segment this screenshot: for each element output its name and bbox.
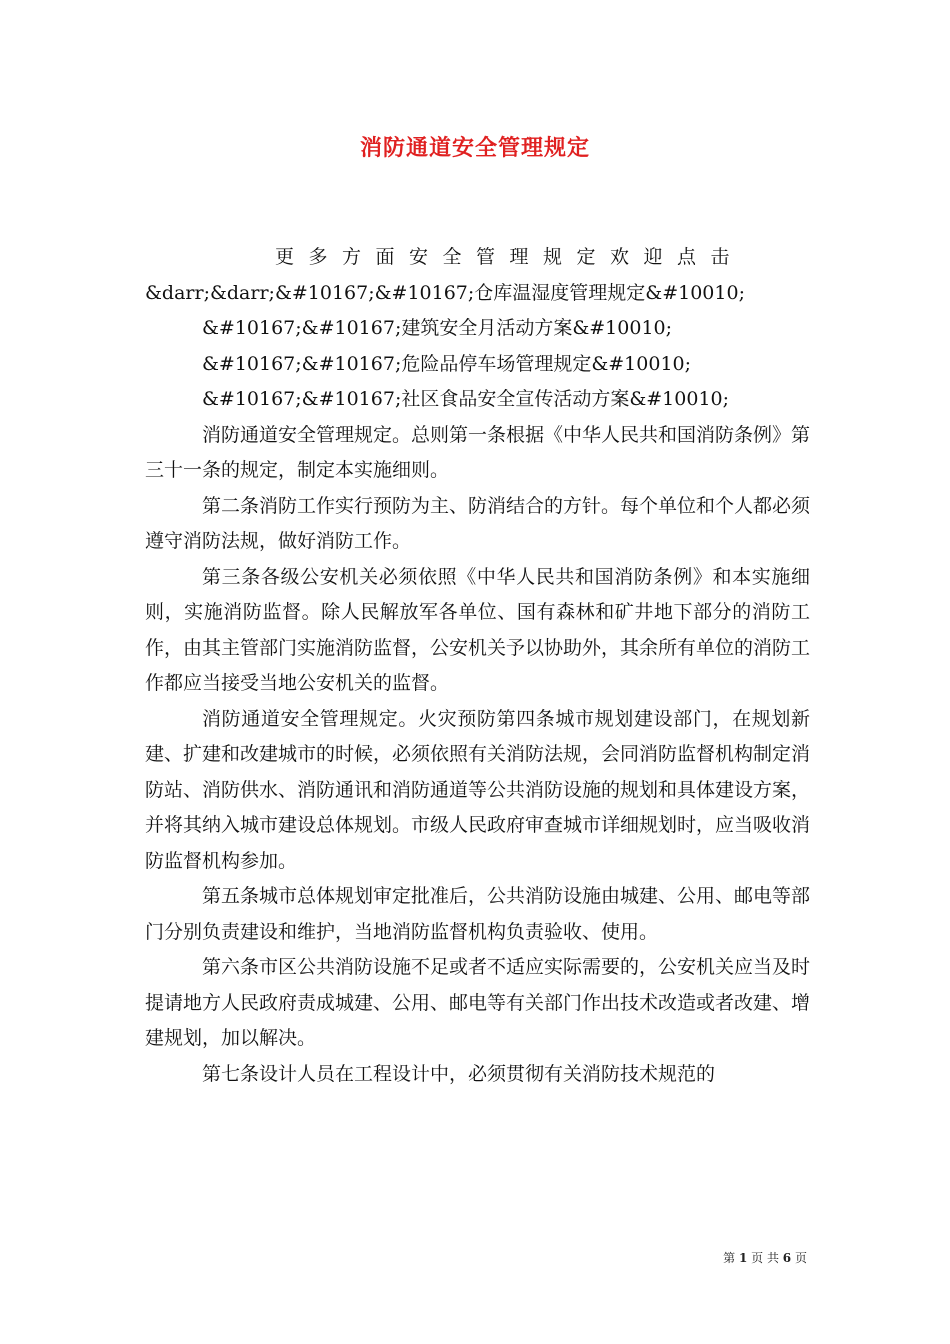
paragraph: 第二条消防工作实行预防为主、防消结合的方针。每个单位和个人都必须遵守消防法规，做好消防工作。 [145,494,811,552]
footer-suffix: 页 [794,1251,807,1265]
page-number-footer [723,1249,807,1266]
related-link[interactable]: &#10167;&#10167;社区食品安全宣传活动方案&#10010; [202,388,730,410]
footer-middle: 页 共 [751,1251,779,1265]
paragraph: 第七条设计人员在工程设计中，必须贯彻有关消防技术规范的 [202,1062,716,1085]
footer-total-pages: 6 [782,1251,792,1265]
paragraph: 第五条城市总体规划审定批准后，公共消防设施由城建、公用、邮电等部门分别负责建设和维护，当地消防监督机构负责验收、使用。 [145,885,811,943]
related-link[interactable]: &#10167;&#10167;建筑安全月活动方案&#10010; [202,317,673,339]
paragraph: 消防通道安全管理规定。总则第一条根据《中华人民共和国消防条例》第三十一条的规定，制定本实施细则。 [145,423,811,481]
lead-line: 更多方面安全管理规定欢迎点击 [275,246,745,268]
footer-prefix: 第 [723,1251,736,1265]
related-link[interactable]: &#10167;&#10167;危险品停车场管理规定&#10010; [202,352,692,375]
document-body [145,240,810,1092]
footer-current-page: 1 [738,1251,748,1265]
lead-link-1[interactable]: &darr;&darr;&#10167;&#10167;仓库温湿度管理规定&#10010; [145,281,745,304]
paragraph: 第三条各级公安机关必须依照《中华人民共和国消防条例》和本实施细则，实施消防监督。除人民解放军各单位、国有森林和矿井地下部分的消防工作，由其主管部门实施消防监督，公安机关予以协助外，其余所有单位的消防工作都应当接受当地公安机关的监督。 [145,565,811,694]
document-title: 消防通道安全管理规定 [359,135,590,161]
paragraph: 消防通道安全管理规定。火灾预防第四条城市规划建设部门，在规划新建、扩建和改建城市的时候，必须依照有关消防法规，会同消防监督机构制定消防站、消防供水、消防通讯和消防通道等公共消防设施的规划和具体建设方案，并将其纳入城市建设总体规划。市级人民政府审查城市详细规划时，应当吸收消防监督机构参加。 [145,707,811,872]
paragraph: 第六条市区公共消防设施不足或者不适应实际需要的，公安机关应当及时提请地方人民政府责成城建、公用、邮电等有关部门作出技术改造或者改建、增建规划，加以解决。 [145,956,811,1049]
